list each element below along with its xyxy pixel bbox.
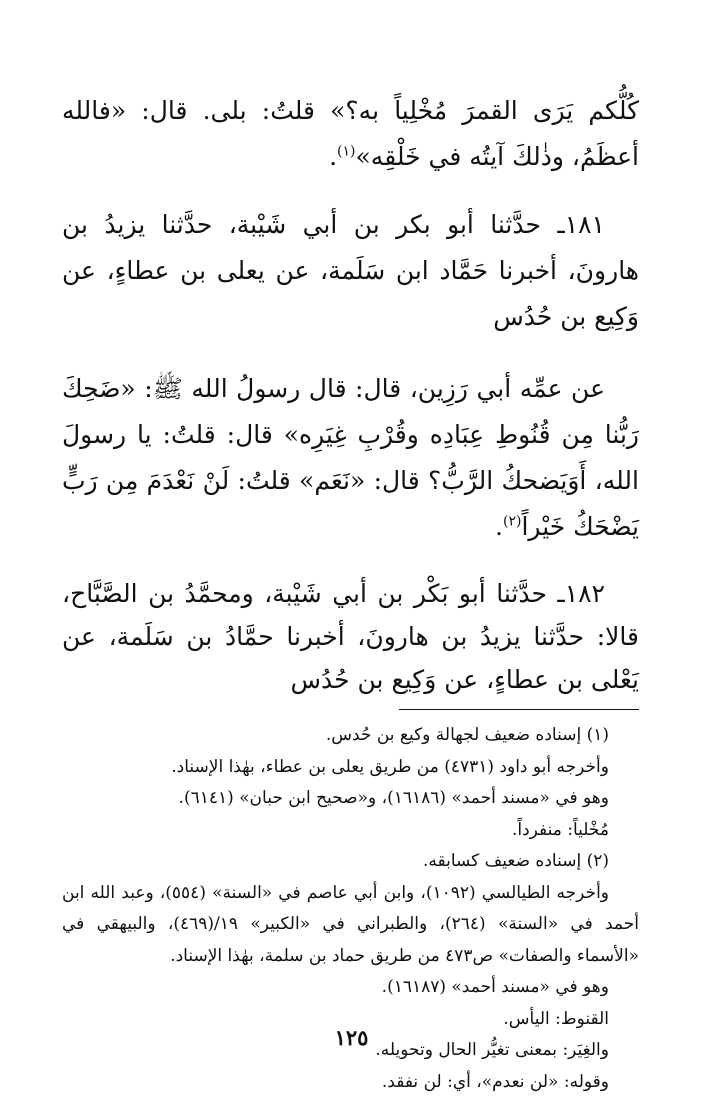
paragraph-text: كُلُّكم يَرَى القمرَ مُخْلِياً به؟» قلتُ: بلى. قال: «فالله أعظَمُ، وذٰلكَ آيتُه في خَلْقِه» [62,96,639,171]
paragraph-text: ١٨٢ـ حدَّثنا أبو بَكْر بن أبي شَيْبة، ومحمَّدُ بن الصَّبَّاح، قالا: حدَّثنا يزيدُ بن هارونَ، أخبرنا حمَّادُ بن سَلَمة، عن يَعْلى بن عطاءٍ، عن وَكِيع بن حُدُس [62,579,639,694]
footnote-line-5: (٢) إسناده ضعيف كسابقه. [422,851,609,871]
footnote-separator [399,709,639,710]
page-number: ١٢٥ [334,1025,369,1050]
footnote-ref-2: (٢) [503,513,522,530]
main-paragraph-1 [62,88,639,180]
paragraph-text: عن عمِّه أبي رَزِين، قال: قال رسولُ الله ﷺ: «ضَحِكَ رَبُّنا مِن قُنُوطِ عِبَادِه وقُرْبِ غِيَرِه» قال: قلتُ: يا رسولَ الله، أَوَيَضحكُ الرَّبُّ؟ قال: «نَعَم» قلتُ: لَنْ نَعْدَمَ مِن رَبٍّ يَضْحَكُ خَيْراً [62,374,639,541]
footnote-line-4: مُخْلياً: منفرداً. [511,819,609,840]
paragraph-text: ١٨١ـ حدَّثنا أبو بكر بن أبي شَيْبة، حدَّثنا يزيدُ بن هارونَ، أخبرنا حَمَّاد ابن سَلَمة، عن يعلى بن عطاءٍ، عن وَكِيع بن حُدُس [62,210,639,331]
hadith-181-isnad [62,202,639,340]
footnote-line-10: وقوله: «لن نعدم»، أي: لن نفقد. [381,1071,609,1092]
footnote-ref-1: (١) [337,143,356,160]
footnote-line-8: القنوط: اليأس. [503,1008,609,1029]
book-page [62,88,639,1110]
main-text [62,88,639,701]
footnote-line-9: والغِيَر: بمعنى تغيُّر الحال وتحويله. [375,1040,609,1060]
footnote-line-3: وهو في «مسند أحمد» (١٦١٨٦)، و«صحيح ابن حبان» (٦١٤١). [178,788,609,808]
footnote-line-2: وأخرجه أبو داود (٤٧٣١) من طريق يعلى بن عطاء، بهٰذا الإسناد. [171,756,609,777]
paragraph-end: . [329,142,338,171]
paragraph-end: . [495,512,503,541]
hadith-181-matn [62,366,639,550]
footnote-line-1: (١) إسناده ضعيف لجهالة وكيع بن حُدس. [325,725,609,745]
hadith-182-isnad [62,572,639,701]
footnote-line-7: وهو في «مسند أحمد» (١٦١٨٧). [381,977,609,997]
footnote-line-6: وأخرجه الطيالسي (١٠٩٢)، وابن أبي عاصم في «السنة» (٥٥٤)، وعبد الله ابن أحمد في «السنة» (٢٦٤)، والطبراني في «الكبير» ١٩/(٤٦٩)، والبيهقي في «الأسماء والصفات» ص٤٧٣ من طريق حماد بن سلمة، بهٰذا الإسناد. [62,882,639,966]
